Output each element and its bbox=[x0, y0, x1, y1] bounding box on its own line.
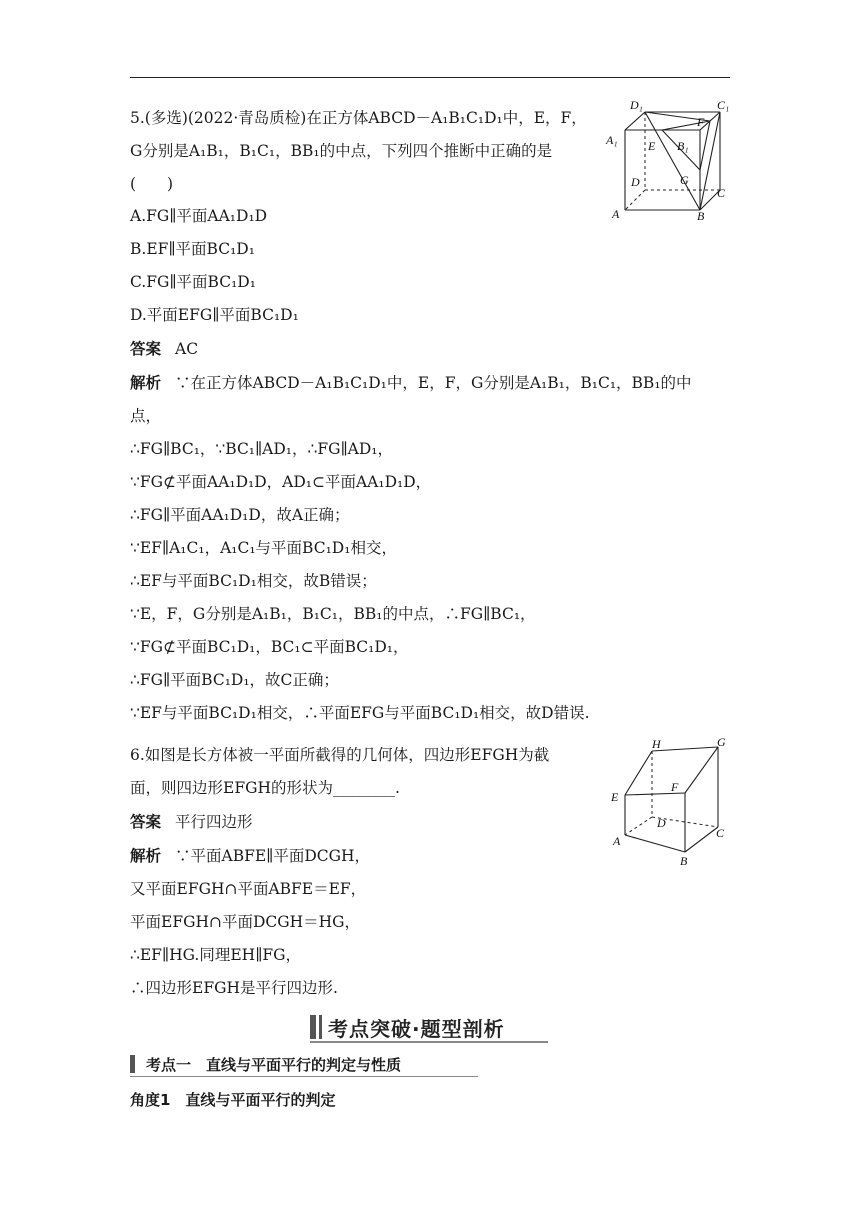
q6-analysis-label: 解析 bbox=[130, 847, 162, 865]
subsection-heading bbox=[130, 1053, 478, 1077]
q5-analysis-line-3: ∴FG∥BC₁，∵BC₁∥AD₁，∴FG∥AD₁， bbox=[130, 440, 394, 458]
q6-solid-figure bbox=[605, 735, 735, 870]
q5-analysis-line-11: ∵EF与平面BC₁D₁相交，∴平面EFG与平面BC₁D₁相交，故D错误. bbox=[130, 704, 590, 722]
q5-analysis-line-9: ∵FG⊄平面BC₁D₁，BC₁⊂平面BC₁D₁， bbox=[130, 638, 409, 656]
q5-analysis-line-4: ∵FG⊄平面AA₁D₁D，AD₁⊂平面AA₁D₁D， bbox=[130, 473, 432, 491]
label-c1: C₁ bbox=[717, 98, 730, 112]
q5-analysis-line-8: ∵E，F，G分别是A₁B₁，B₁C₁，BB₁的中点，∴FG∥BC₁， bbox=[130, 605, 536, 623]
q6-analysis-row bbox=[130, 846, 370, 866]
label-e: E bbox=[611, 790, 619, 804]
q5-line-3: ( ) bbox=[130, 175, 174, 193]
label-a: A bbox=[612, 207, 620, 221]
angle-title: 角度1 直线与平面平行的判定 bbox=[130, 1091, 336, 1109]
label-d: D bbox=[657, 816, 666, 830]
q5-analysis-line-1: ∵在正方体ABCD－A₁B₁C₁D₁中，E，F，G分别是A₁B₁，B₁C₁，BB₁的中 bbox=[175, 374, 692, 392]
q5-line-1: 5.(多选)(2022·青岛质检)在正方体ABCD－A₁B₁C₁D₁中，E，F， bbox=[130, 109, 587, 127]
q6-analysis-line-2: 又平面EFGH∩平面ABFE＝EF， bbox=[130, 880, 367, 898]
label-f: F bbox=[697, 115, 705, 129]
heading-bar bbox=[319, 1015, 322, 1039]
label-d1: D₁ bbox=[630, 98, 643, 112]
q6-line-2: 面，则四边形EFGH的形状为________. bbox=[130, 779, 400, 797]
q5-analysis-line-7: ∴EF与平面BC₁D₁相交，故B错误； bbox=[130, 572, 377, 590]
q5-option-d: D.平面EFG∥平面BC₁D₁ bbox=[130, 306, 299, 324]
label-b1: B₁ bbox=[677, 139, 689, 153]
section-heading bbox=[310, 1013, 548, 1041]
q6-analysis-line-4: ∴EF∥HG.同理EH∥FG， bbox=[130, 946, 301, 964]
q5-option-c: C.FG∥平面BC₁D₁ bbox=[130, 273, 256, 291]
q6-analysis-line-3: 平面EFGH∩平面DCGH＝HG， bbox=[130, 913, 361, 931]
heading-underline bbox=[310, 1041, 548, 1043]
label-f: F bbox=[671, 780, 679, 794]
q5-cube-figure bbox=[600, 98, 735, 228]
subsection-title: 考点一 直线与平面平行的判定与性质 bbox=[146, 1056, 402, 1074]
q5-analysis-line-5: ∴FG∥平面AA₁D₁D，故A正确； bbox=[130, 506, 350, 524]
q5-answer-row bbox=[130, 339, 198, 359]
q6-answer-value: 平行四边形 bbox=[175, 813, 253, 831]
q6-line-1: 6.如图是长方体被一平面所截得的几何体，四边形EFGH为截 bbox=[130, 746, 550, 764]
q5-analysis-line-2: 点， bbox=[130, 407, 162, 425]
subheading-underline bbox=[130, 1076, 478, 1077]
section-title: 考点突破·题型剖析 bbox=[328, 1017, 505, 1041]
label-b: B bbox=[680, 854, 688, 868]
q5-analysis-line-10: ∴FG∥平面BC₁D₁，故C正确； bbox=[130, 671, 339, 689]
label-a: A bbox=[613, 834, 621, 848]
label-g: G bbox=[717, 735, 726, 749]
subheading-bar bbox=[130, 1055, 135, 1073]
q6-analysis-line-5: ∴四边形EFGH是平行四边形. bbox=[130, 979, 338, 997]
label-b: B bbox=[697, 209, 705, 223]
q5-line-2: G分别是A₁B₁，B₁C₁，BB₁的中点，下列四个推断中正确的是 bbox=[130, 142, 553, 160]
heading-bar bbox=[310, 1015, 316, 1039]
top-rule bbox=[130, 77, 730, 78]
q5-answer-label: 答案 bbox=[130, 340, 162, 358]
label-h: H bbox=[652, 737, 661, 751]
q6-answer-label: 答案 bbox=[130, 813, 162, 831]
q5-option-a: A.FG∥平面AA₁D₁D bbox=[130, 207, 268, 225]
q5-option-b: B.EF∥平面BC₁D₁ bbox=[130, 240, 255, 258]
label-e: E bbox=[648, 139, 656, 153]
label-d: D bbox=[631, 175, 640, 189]
label-g: G bbox=[680, 173, 689, 187]
q5-analysis-label: 解析 bbox=[130, 374, 162, 392]
q6-answer-row bbox=[130, 812, 253, 832]
q5-analysis-row bbox=[130, 373, 692, 393]
label-c: C bbox=[716, 826, 725, 840]
q6-analysis-line-1: ∵平面ABFE∥平面DCGH， bbox=[175, 847, 371, 865]
q5-answer-value: AC bbox=[175, 340, 199, 358]
label-a1: A₁ bbox=[606, 133, 618, 147]
label-c: C bbox=[717, 186, 726, 200]
q5-analysis-line-6: ∵EF∥A₁C₁，A₁C₁与平面BC₁D₁相交， bbox=[130, 539, 397, 557]
